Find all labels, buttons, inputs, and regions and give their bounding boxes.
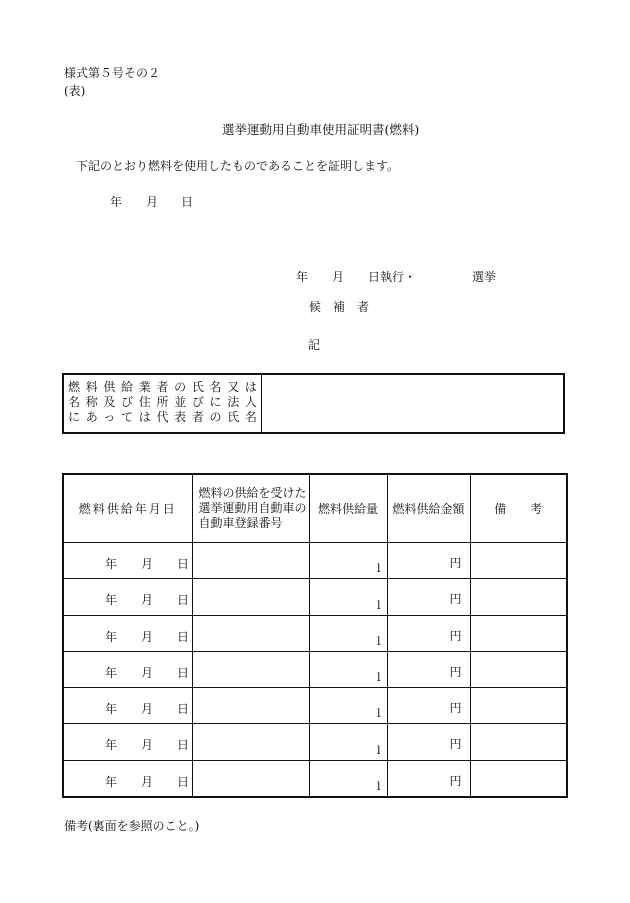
row-day-label: 日 xyxy=(177,557,190,571)
yen-unit-label: 円 xyxy=(449,628,462,643)
yen-unit-label: 円 xyxy=(449,701,462,716)
quantity-cell[interactable] xyxy=(309,651,387,687)
quantity-cell[interactable] xyxy=(309,724,387,760)
row-day-label: 日 xyxy=(177,702,190,717)
issue-day-label: 日 xyxy=(181,195,194,209)
vehicle-registration-cell[interactable] xyxy=(192,688,309,724)
quantity-cell[interactable] xyxy=(309,543,387,579)
supplier-label xyxy=(64,375,262,432)
yen-unit-label: 円 xyxy=(449,592,462,607)
table-row xyxy=(63,651,567,687)
vehicle-registration-cell[interactable] xyxy=(192,651,309,687)
vehicle-registration-cell[interactable] xyxy=(192,579,309,615)
supply-date-cell[interactable] xyxy=(63,724,192,760)
footnote: 備考(裏面を参照のこと。) xyxy=(64,819,200,833)
header-quantity: 燃料供給量 xyxy=(309,474,387,543)
remarks-cell[interactable] xyxy=(470,579,567,615)
supply-date-cell[interactable] xyxy=(63,688,192,724)
header-vehicle-line: 自動車登録番号 xyxy=(198,516,283,530)
election-day-executed-label: 日執行・ xyxy=(368,270,417,284)
row-year-label: 年 xyxy=(105,774,118,789)
header-vehicle-registration xyxy=(192,474,309,543)
table-row xyxy=(63,688,567,724)
row-month-label: 月 xyxy=(141,702,154,717)
form-side: (表) xyxy=(64,84,86,98)
quantity-cell[interactable] xyxy=(309,688,387,724)
issue-year-label: 年 xyxy=(110,195,123,209)
vehicle-registration-cell[interactable] xyxy=(192,615,309,651)
table-row xyxy=(63,579,567,615)
remarks-cell[interactable] xyxy=(470,651,567,687)
amount-cell[interactable] xyxy=(387,579,470,615)
amount-cell[interactable] xyxy=(387,615,470,651)
quantity-cell[interactable] xyxy=(309,615,387,651)
supplier-label-line: 燃 料 供 給 業 者 の 氏 名 又 は xyxy=(68,380,257,394)
form-number: 様式第５号その２ xyxy=(64,66,161,80)
fuel-supply-table xyxy=(62,473,568,798)
remarks-cell[interactable] xyxy=(470,543,567,579)
row-year-label: 年 xyxy=(105,702,118,717)
amount-cell[interactable] xyxy=(387,724,470,760)
row-month-label: 月 xyxy=(141,557,154,571)
row-month-label: 月 xyxy=(141,738,154,753)
yen-unit-label: 円 xyxy=(449,556,462,570)
row-day-label: 日 xyxy=(177,738,190,753)
record-label: 記 xyxy=(308,338,321,352)
document-title: 選挙運動用自動車使用証明書(燃料) xyxy=(222,122,420,137)
row-day-label: 日 xyxy=(177,593,190,608)
row-day-label: 日 xyxy=(177,665,190,680)
election-label: 選挙 xyxy=(472,270,497,284)
row-year-label: 年 xyxy=(105,593,118,608)
header-remarks: 備 考 xyxy=(470,474,567,543)
row-month-label: 月 xyxy=(141,774,154,789)
election-year-label: 年 xyxy=(296,270,309,284)
remarks-cell[interactable] xyxy=(470,724,567,760)
liter-unit-label: l xyxy=(376,598,381,612)
row-month-label: 月 xyxy=(141,593,154,608)
vehicle-registration-cell[interactable] xyxy=(192,724,309,760)
amount-cell[interactable] xyxy=(387,688,470,724)
yen-unit-label: 円 xyxy=(449,773,462,788)
issue-month-label: 月 xyxy=(146,195,159,209)
amount-cell[interactable] xyxy=(387,760,470,797)
election-month-label: 月 xyxy=(332,270,345,284)
liter-unit-label: l xyxy=(376,707,381,721)
row-year-label: 年 xyxy=(105,665,118,680)
supply-date-cell[interactable] xyxy=(63,760,192,797)
header-supply-date: 燃料供給年月日 xyxy=(63,474,192,543)
table-row xyxy=(63,615,567,651)
row-year-label: 年 xyxy=(105,738,118,753)
liter-unit-label: l xyxy=(376,634,381,648)
table-body xyxy=(63,543,567,798)
row-month-label: 月 xyxy=(141,665,154,680)
row-day-label: 日 xyxy=(177,774,190,789)
supply-date-cell[interactable] xyxy=(63,615,192,651)
supply-date-cell[interactable] xyxy=(63,543,192,579)
quantity-cell[interactable] xyxy=(309,760,387,797)
amount-cell[interactable] xyxy=(387,651,470,687)
liter-unit-label: l xyxy=(376,780,381,793)
table-header-row xyxy=(63,474,567,543)
yen-unit-label: 円 xyxy=(449,737,462,752)
amount-cell[interactable] xyxy=(387,543,470,579)
supplier-value-field[interactable] xyxy=(262,375,563,432)
table-row xyxy=(63,543,567,579)
quantity-cell[interactable] xyxy=(309,579,387,615)
header-amount: 燃料供給金額 xyxy=(387,474,470,543)
supplier-label-line: に あ っ て は 代 表 者 の 氏 名 xyxy=(68,410,257,424)
header-vehicle-line: 選挙運動用自動車の xyxy=(198,501,307,515)
remarks-cell[interactable] xyxy=(470,760,567,797)
table-row xyxy=(63,724,567,760)
liter-unit-label: l xyxy=(376,562,381,576)
supply-date-cell[interactable] xyxy=(63,579,192,615)
remarks-cell[interactable] xyxy=(470,688,567,724)
vehicle-registration-cell[interactable] xyxy=(192,543,309,579)
row-month-label: 月 xyxy=(141,629,154,644)
liter-unit-label: l xyxy=(376,743,381,757)
yen-unit-label: 円 xyxy=(449,664,462,679)
supply-date-cell[interactable] xyxy=(63,651,192,687)
remarks-cell[interactable] xyxy=(470,615,567,651)
row-year-label: 年 xyxy=(105,557,118,571)
candidate-label: 候 補 者 xyxy=(309,300,370,314)
row-year-label: 年 xyxy=(105,629,118,644)
intro-text: 下記のとおり燃料を使用したものであることを証明します。 xyxy=(76,159,400,173)
table-row xyxy=(63,760,567,797)
liter-unit-label: l xyxy=(376,671,381,685)
header-vehicle-line: 燃料の供給を受けた xyxy=(198,486,307,500)
vehicle-registration-cell[interactable] xyxy=(192,760,309,797)
supplier-label-line: 名 称 及 び 住 所 並 び に 法 人 xyxy=(68,395,257,409)
row-day-label: 日 xyxy=(177,629,190,644)
supplier-box xyxy=(62,373,565,434)
